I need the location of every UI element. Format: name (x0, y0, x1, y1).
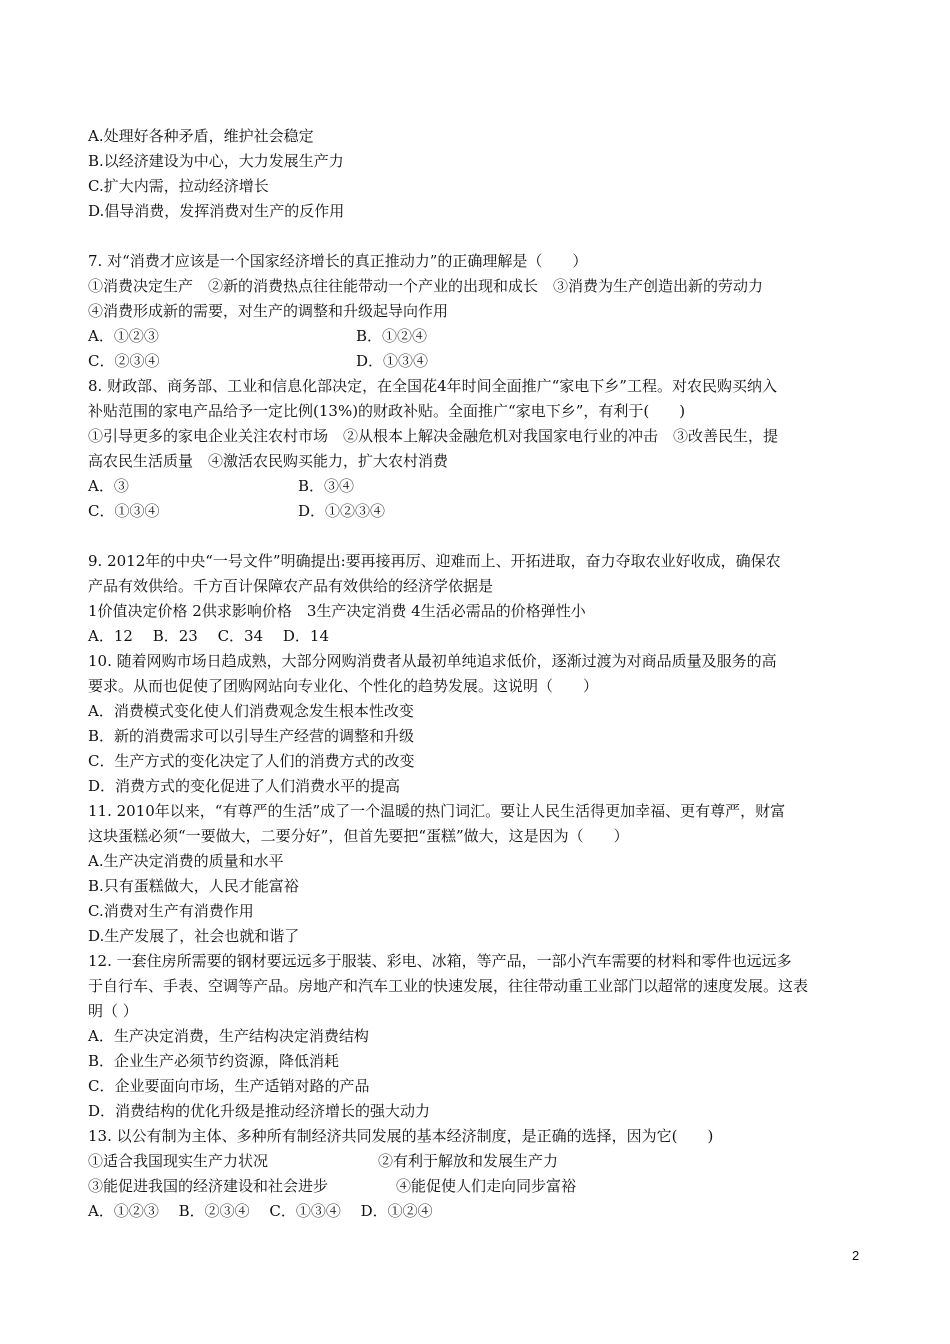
q8-option-b: B．③④ (298, 477, 355, 495)
q9-stem-1: 9. 2012年的中央“一号文件”明确提出:要再接再厉、迎难而上、开拓进取，奋力夺取农业好收成，确保农 (88, 552, 781, 570)
q9-items: 1价值决定价格 2供求影响价格 3生产决定消费 4生活必需品的价格弹性小 (88, 602, 586, 620)
q12-stem-2: 于自行车、手表、空调等产品。房地产和汽车工业的快速发展，往往带动重工业部门以超常的速度发展。这表 (88, 977, 809, 995)
q8-items-1: ①引导更多的家电企业关注农村市场 ②从根本上解决金融危机对我国家电行业的冲击 ③改善民生，提 (88, 427, 779, 445)
q10-option-a: A．消费模式变化使人们消费观念发生根本性改变 (88, 702, 414, 720)
q13-stem: 13. 以公有制为主体、多种所有制经济共同发展的基本经济制度，是正确的选择，因为它( ) (88, 1127, 714, 1145)
page-number: 2 (852, 1248, 860, 1263)
q13-item-2: ②有利于解放和发展生产力 (378, 1152, 559, 1170)
q12-option-d: D．消费结构的优化升级是推动经济增长的强大动力 (88, 1102, 431, 1120)
q10-option-b: B．新的消费需求可以引导生产经营的调整和升级 (88, 727, 415, 745)
q13-item-3: ③能促进我国的经济建设和社会进步 (88, 1177, 329, 1195)
q11-option-d: D.生产发展了，社会也就和谐了 (88, 927, 300, 945)
q13-options: A．①②③ B．②③④ C．①③④ D．①②④ (88, 1202, 433, 1220)
q10-option-d: D．消费方式的变化促进了人们消费水平的提高 (88, 777, 401, 795)
q13-item-4: ④能促使人们走向同步富裕 (396, 1177, 577, 1195)
q6-option-c: C.扩大内需，拉动经济增长 (88, 177, 269, 195)
q8-stem-2: 补贴范围的家电产品给予一定比例(13%)的财政补贴。全面推广“家电下乡”，有利于( ) (88, 402, 686, 420)
q12-option-c: C．企业要面向市场，生产适销对路的产品 (88, 1077, 370, 1095)
q7-items-1: ①消费决定生产 ②新的消费热点往往能带动一个产业的出现和成长 ③消费为生产创造出新的劳动力 (88, 277, 764, 295)
q13-item-1: ①适合我国现实生产力状况 (88, 1152, 269, 1170)
q9-options: A．12 B．23 C．34 D．14 (88, 627, 330, 645)
q10-stem-1: 10. 随着网购市场日趋成熟，大部分网购消费者从最初单纯追求低价，逐渐过渡为对商品质量及服务的高 (88, 652, 777, 670)
q11-stem-1: 11. 2010年以来，“有尊严的生活”成了一个温暖的热门词汇。要让人民生活得更加幸福、更有尊严，财富 (88, 802, 786, 820)
q9-stem-2: 产品有效供给。千方百计保障农产品有效供给的经济学依据是 (88, 577, 494, 595)
q6-option-b: B.以经济建设为中心，大力发展生产力 (88, 152, 344, 170)
q8-option-c: C．①③④ (88, 502, 160, 520)
q8-option-d: D．①②③④ (298, 502, 386, 520)
q8-option-a: A．③ (88, 477, 129, 495)
q6-option-d: D.倡导消费，发挥消费对生产的反作用 (88, 202, 345, 220)
q11-stem-2: 这块蛋糕必须“一要做大，二要分好”，但首先要把“蛋糕”做大，这是因为（ ） (88, 827, 629, 845)
q12-stem-1: 12. 一套住房所需要的钢材要远远多于服装、彩电、冰箱，等产品，一部小汽车需要的材料和零件也远远多 (88, 952, 792, 970)
q7-option-d: D．①③④ (356, 352, 429, 370)
q10-stem-2: 要求。从而也促使了团购网站向专业化、个性化的趋势发展。这说明（ ） (88, 677, 599, 695)
q7-option-a: A．①②③ (88, 327, 159, 345)
q12-stem-3: 明（ ） (88, 1002, 138, 1020)
q7-stem: 7. 对“消费才应该是一个国家经济增长的真正推动力”的正确理解是（ ） (88, 252, 588, 270)
q7-option-b: B．①②④ (356, 327, 428, 345)
q11-option-a: A.生产决定消费的质量和水平 (88, 852, 284, 870)
q12-option-a: A．生产决定消费，生产结构决定消费结构 (88, 1027, 369, 1045)
q8-stem-1: 8. 财政部、商务部、工业和信息化部决定，在全国花4年时间全面推广“家电下乡”工程。对农民购买纳入 (88, 377, 777, 395)
q12-option-b: B．企业生产必须节约资源，降低消耗 (88, 1052, 340, 1070)
q6-option-a: A.处理好各种矛盾，维护社会稳定 (88, 127, 314, 145)
q11-option-c: C.消费对生产有消费作用 (88, 902, 254, 920)
q11-option-b: B.只有蛋糕做大，人民才能富裕 (88, 877, 299, 895)
q8-items-2: 高农民生活质量 ④激活农民购买能力，扩大农村消费 (88, 452, 449, 470)
q7-option-c: C．②③④ (88, 352, 160, 370)
q7-items-2: ④消费形成新的需要，对生产的调整和升级起导向作用 (88, 302, 449, 320)
q10-option-c: C．生产方式的变化决定了人们的消费方式的改变 (88, 752, 415, 770)
